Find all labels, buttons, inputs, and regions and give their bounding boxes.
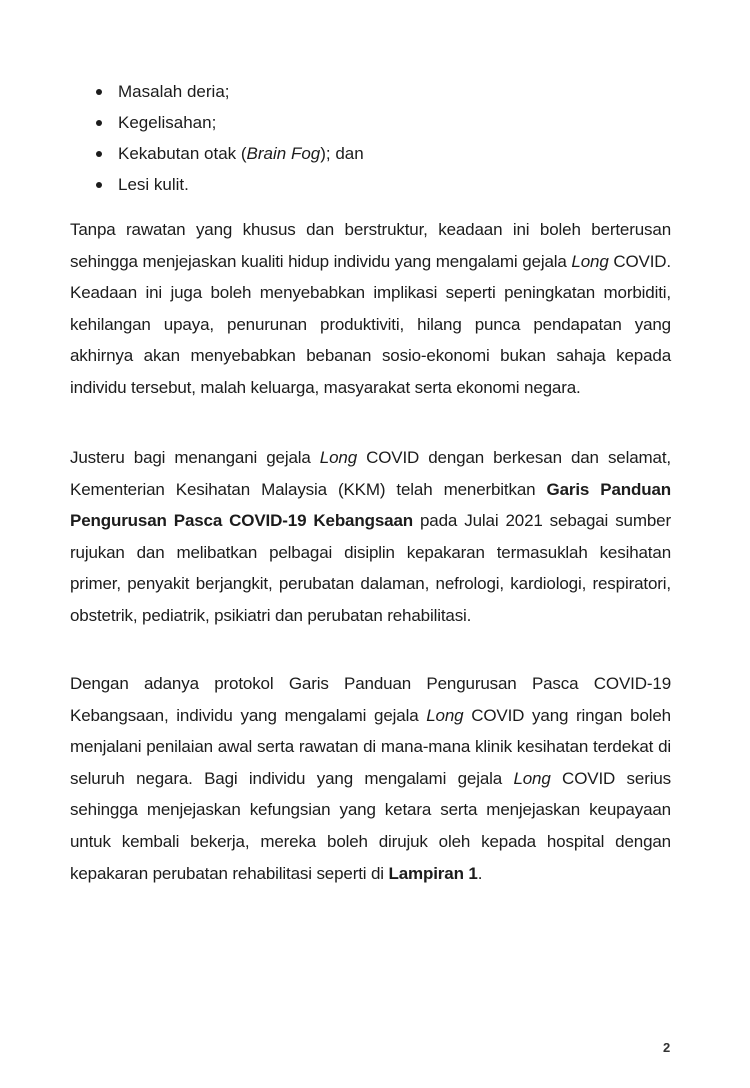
bullet-item bbox=[70, 107, 671, 138]
paragraph-text: COVID serius sehingga menjejaskan kefungsian yang ketara serta menjejaskan keupayaan untuk kembali bekerja, mereka boleh dirujuk oleh kepada hospital dengan kepakaran perubatan rehabilitasi seperti di bbox=[70, 768, 671, 883]
bullet-dot-icon bbox=[96, 120, 102, 126]
bullet-item bbox=[70, 76, 671, 107]
bullet-text: Kegelisahan; bbox=[118, 113, 217, 132]
italic-term: Long bbox=[571, 251, 609, 271]
bullet-item bbox=[70, 138, 671, 169]
italic-term: Long bbox=[426, 705, 464, 725]
paragraph-text: Dengan adanya protokol Garis Panduan Pengurusan Pasca COVID-19 Kebangsaan, individu yang mengalami gejala bbox=[70, 674, 671, 725]
bullet-text-pre: Kekabutan otak ( bbox=[118, 144, 247, 163]
symptom-bullet-list bbox=[70, 76, 671, 200]
paragraph-text: Tanpa rawatan yang khusus dan berstruktur, keadaan ini boleh berterusan sehingga menjejaskan kualiti hidup individu yang mengalami gejala bbox=[70, 220, 671, 271]
paragraph-impact bbox=[70, 214, 671, 404]
bullet-dot-icon bbox=[96, 89, 102, 95]
paragraph-protocol bbox=[70, 668, 671, 889]
bullet-text: Lesi kulit. bbox=[118, 175, 189, 194]
appendix-reference: Lampiran 1 bbox=[388, 863, 478, 883]
paragraph-text: COVID yang ringan boleh menjalani penilaian awal serta rawatan di mana-mana klinik kesihatan terdekat di seluruh negara. Bagi individu yang mengalami gejala bbox=[70, 705, 671, 788]
bullet-text-post: ); dan bbox=[320, 144, 364, 163]
paragraph-text: COVID dengan berkesan dan selamat, Kementerian Kesihatan Malaysia (KKM) telah menerbitkan bbox=[70, 448, 671, 499]
italic-term: Long bbox=[319, 448, 357, 467]
paragraph-text: Justeru bagi menangani gejala bbox=[70, 448, 320, 467]
bullet-text: Masalah deria; bbox=[118, 82, 230, 101]
guideline-title: Garis Panduan Pengurusan Pasca COVID-19 Kebangsaan bbox=[70, 479, 672, 531]
paragraph-text: pada Julai 2021 sebagai sumber rujukan dan melibatkan pelbagai disiplin kepakaran termasuklah kesihatan primer, penyakit berjangkit, perubatan dalaman, nefrologi, kardiologi, respiratori, obstetrik, pediatrik, psikiatri dan perubatan rehabilitasi. bbox=[70, 511, 671, 625]
paragraph-text: COVID. Keadaan ini juga boleh menyebabkan implikasi seperti peningkatan morbiditi, kehilangan upaya, penurunan produktiviti, hilang punca pendapatan yang akhirnya akan menyebabkan bebanan sosio-ekonomi bukan sahaja kepada individu tersebut, malah keluarga, masyarakat serta ekonomi negara. bbox=[70, 251, 671, 397]
italic-term: Long bbox=[513, 768, 551, 788]
paragraph-text: . bbox=[477, 863, 483, 883]
bullet-item bbox=[70, 169, 671, 200]
paragraph-guidelines bbox=[70, 442, 671, 632]
bullet-text-italic: Brain Fog bbox=[246, 144, 321, 163]
bullet-dot-icon bbox=[96, 151, 102, 157]
page-number: 2 bbox=[663, 1040, 671, 1055]
bullet-dot-icon bbox=[96, 182, 102, 188]
